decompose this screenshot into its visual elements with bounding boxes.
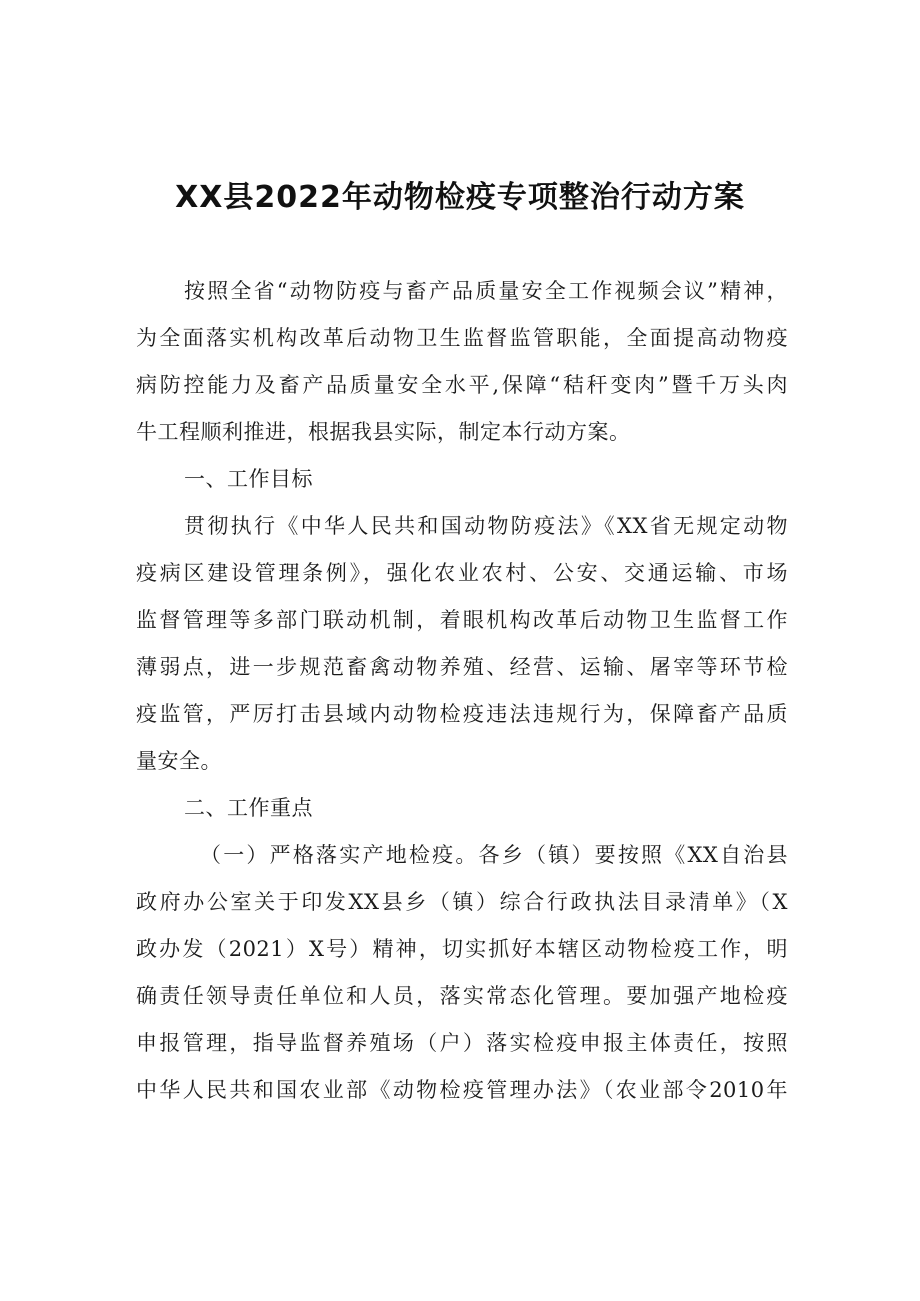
section2-line-4: 确责任领导责任单位和人员，落实常态化管理。要加强产地检疫 bbox=[136, 984, 788, 1008]
intro-line-3: 病防控能力及畜产品质量安全水平,保障“秸秆变肉”暨千万头肉 bbox=[136, 373, 788, 397]
section2-line-6: 中华人民共和国农业部《动物检疫管理办法》（农业部令2010年 bbox=[136, 1078, 788, 1102]
intro-line-4: 牛工程顺利推进，根据我县实际，制定本行动方案。 bbox=[136, 420, 631, 444]
section1-heading: 一、工作目标 bbox=[184, 467, 313, 491]
section2-line-1: （一）严格落实产地检疫。各乡（镇）要按照《XX自治县 bbox=[200, 843, 788, 867]
intro-line-1: 按照全省“动物防疫与畜产品质量安全工作视频会议”精神， bbox=[184, 279, 788, 303]
section1-line-2: 疫病区建设管理条例》，强化农业农村、公安、交通运输、市场 bbox=[136, 561, 788, 585]
section1-line-1: 贯彻执行《中华人民共和国动物防疫法》《XX省无规定动物 bbox=[184, 514, 788, 538]
section1-line-5: 疫监管，严厉打击县域内动物检疫违法违规行为，保障畜产品质 bbox=[136, 702, 788, 726]
section2-line-2: 政府办公室关于印发XX县乡（镇）综合行政执法目录清单》（X bbox=[136, 890, 788, 914]
section1-line-3: 监督管理等多部门联动机制，着眼机构改革后动物卫生监督工作 bbox=[136, 608, 788, 632]
section2-line-5: 申报管理，指导监督养殖场（户）落实检疫申报主体责任，按照 bbox=[136, 1031, 788, 1055]
section1-line-6: 量安全。 bbox=[136, 749, 222, 773]
intro-line-2: 为全面落实机构改革后动物卫生监督监管职能，全面提高动物疫 bbox=[136, 326, 788, 350]
section1-line-4: 薄弱点，进一步规范畜禽动物养殖、经营、运输、屠宰等环节检 bbox=[136, 655, 788, 679]
section2-line-3: 政办发（2021）X号）精神，切实抓好本辖区动物检疫工作，明 bbox=[136, 937, 788, 961]
section2-heading: 二、工作重点 bbox=[184, 796, 313, 820]
document-title: XX县2022年动物检疫专项整治行动方案 bbox=[175, 180, 745, 215]
